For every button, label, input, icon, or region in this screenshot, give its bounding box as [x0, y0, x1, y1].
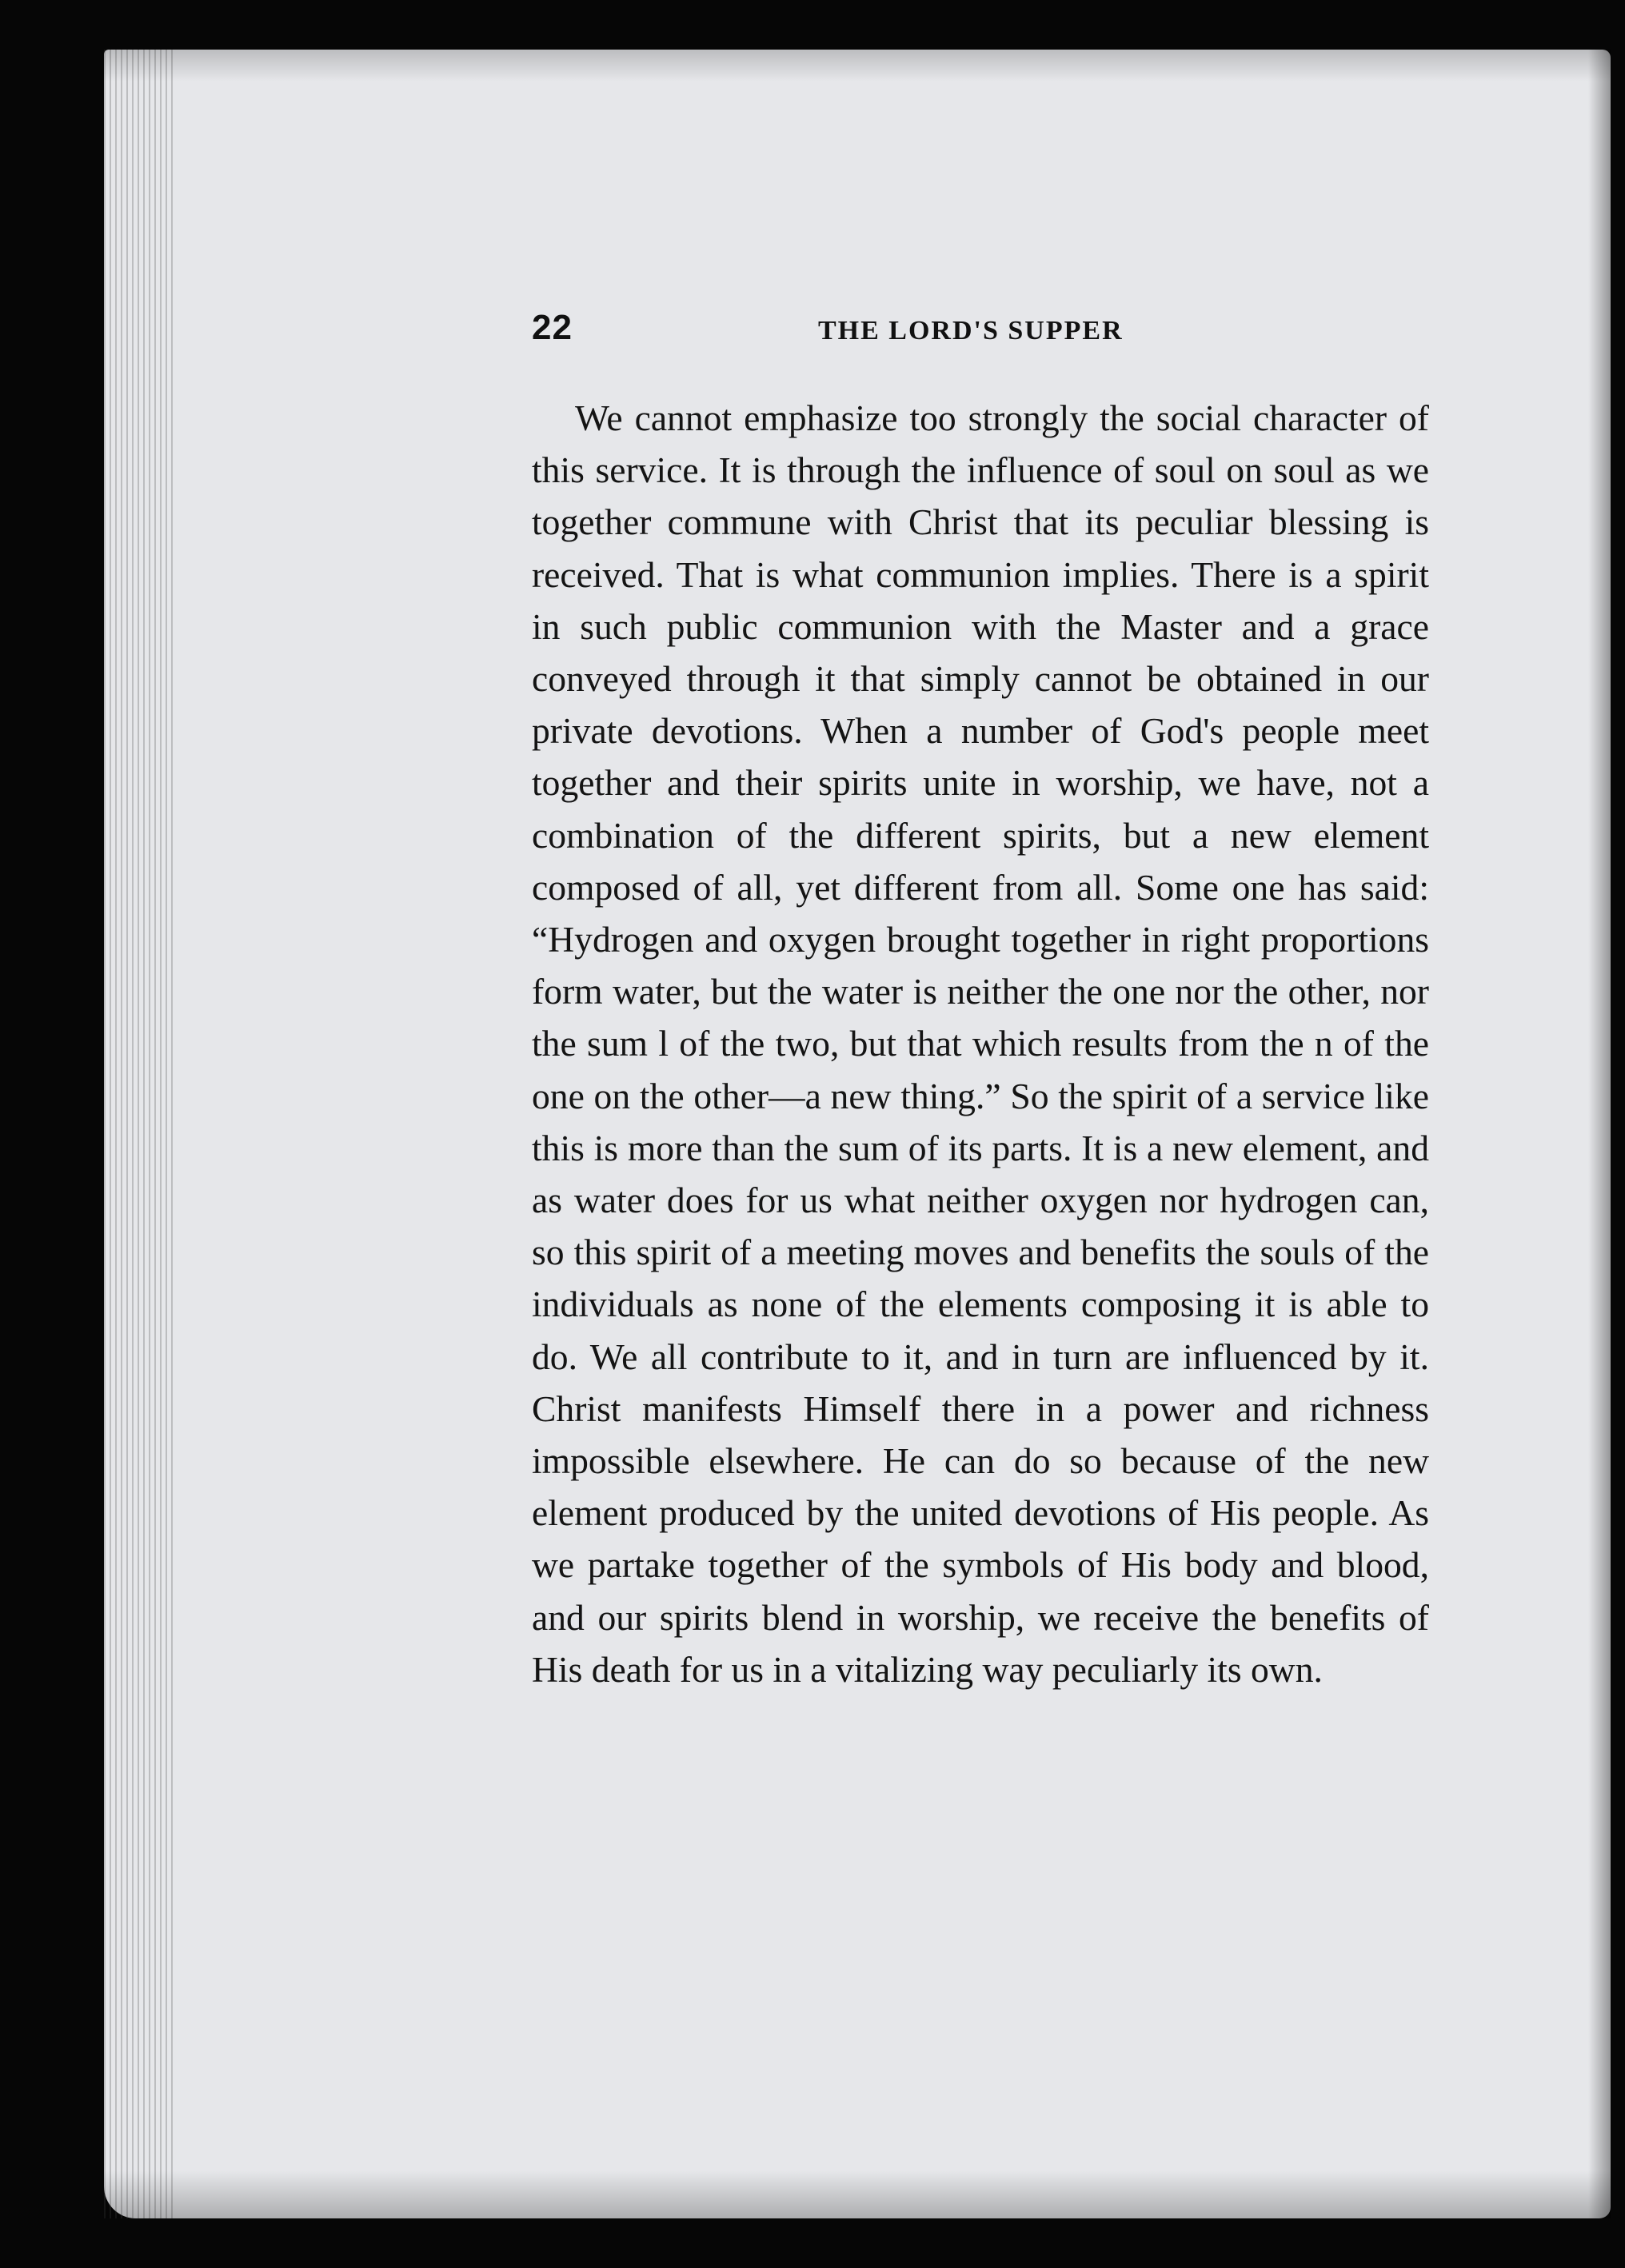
page-header	[532, 308, 1427, 356]
page-right-shadow	[1588, 50, 1611, 2218]
page-number: 22	[532, 308, 573, 347]
page-top-shadow	[104, 50, 1611, 82]
page-binding-edge	[104, 50, 176, 2218]
page-bottom-shadow	[104, 2170, 1611, 2218]
running-head: THE LORD'S SUPPER	[818, 316, 1124, 345]
body-paragraph: We cannot emphasize too strongly the social character of this service. It is through the influence of soul on soul as we together commune with Christ that its peculiar blessing is received. That is what communion implies. There is a spirit in such public communion with the Master and a grace conveyed through it that simply cannot be obtained in our private devotions. When a number of God's people meet together and their spirits unite in worship, we have, not a combination of the different spirits, but a new element composed of all, yet different from all. Some one has said: “Hydrogen and oxygen brought together in right proportions form water, but the water is neither the one nor the other, nor the sum l of the two, but that which results from the n of the one on the other—a new thing.” So the spirit of a service like this is more than the sum of its parts. It is a new element, and as water does for us what neither oxygen nor hydrogen can, so this spirit of a meeting moves and benefits the souls of the individuals as none of the elements composing it is able to do. We all contribute to it, and in turn are influenced by it. Christ manifests Himself there in a power and richness impossible elsewhere. He can do so because of the new element produced by the united devotions of His people. As we partake together of the symbols of His body and blood, and our spirits blend in worship, we receive the benefits of His death for us in a vitalizing way peculiarly its own.	[532, 397, 1429, 1690]
